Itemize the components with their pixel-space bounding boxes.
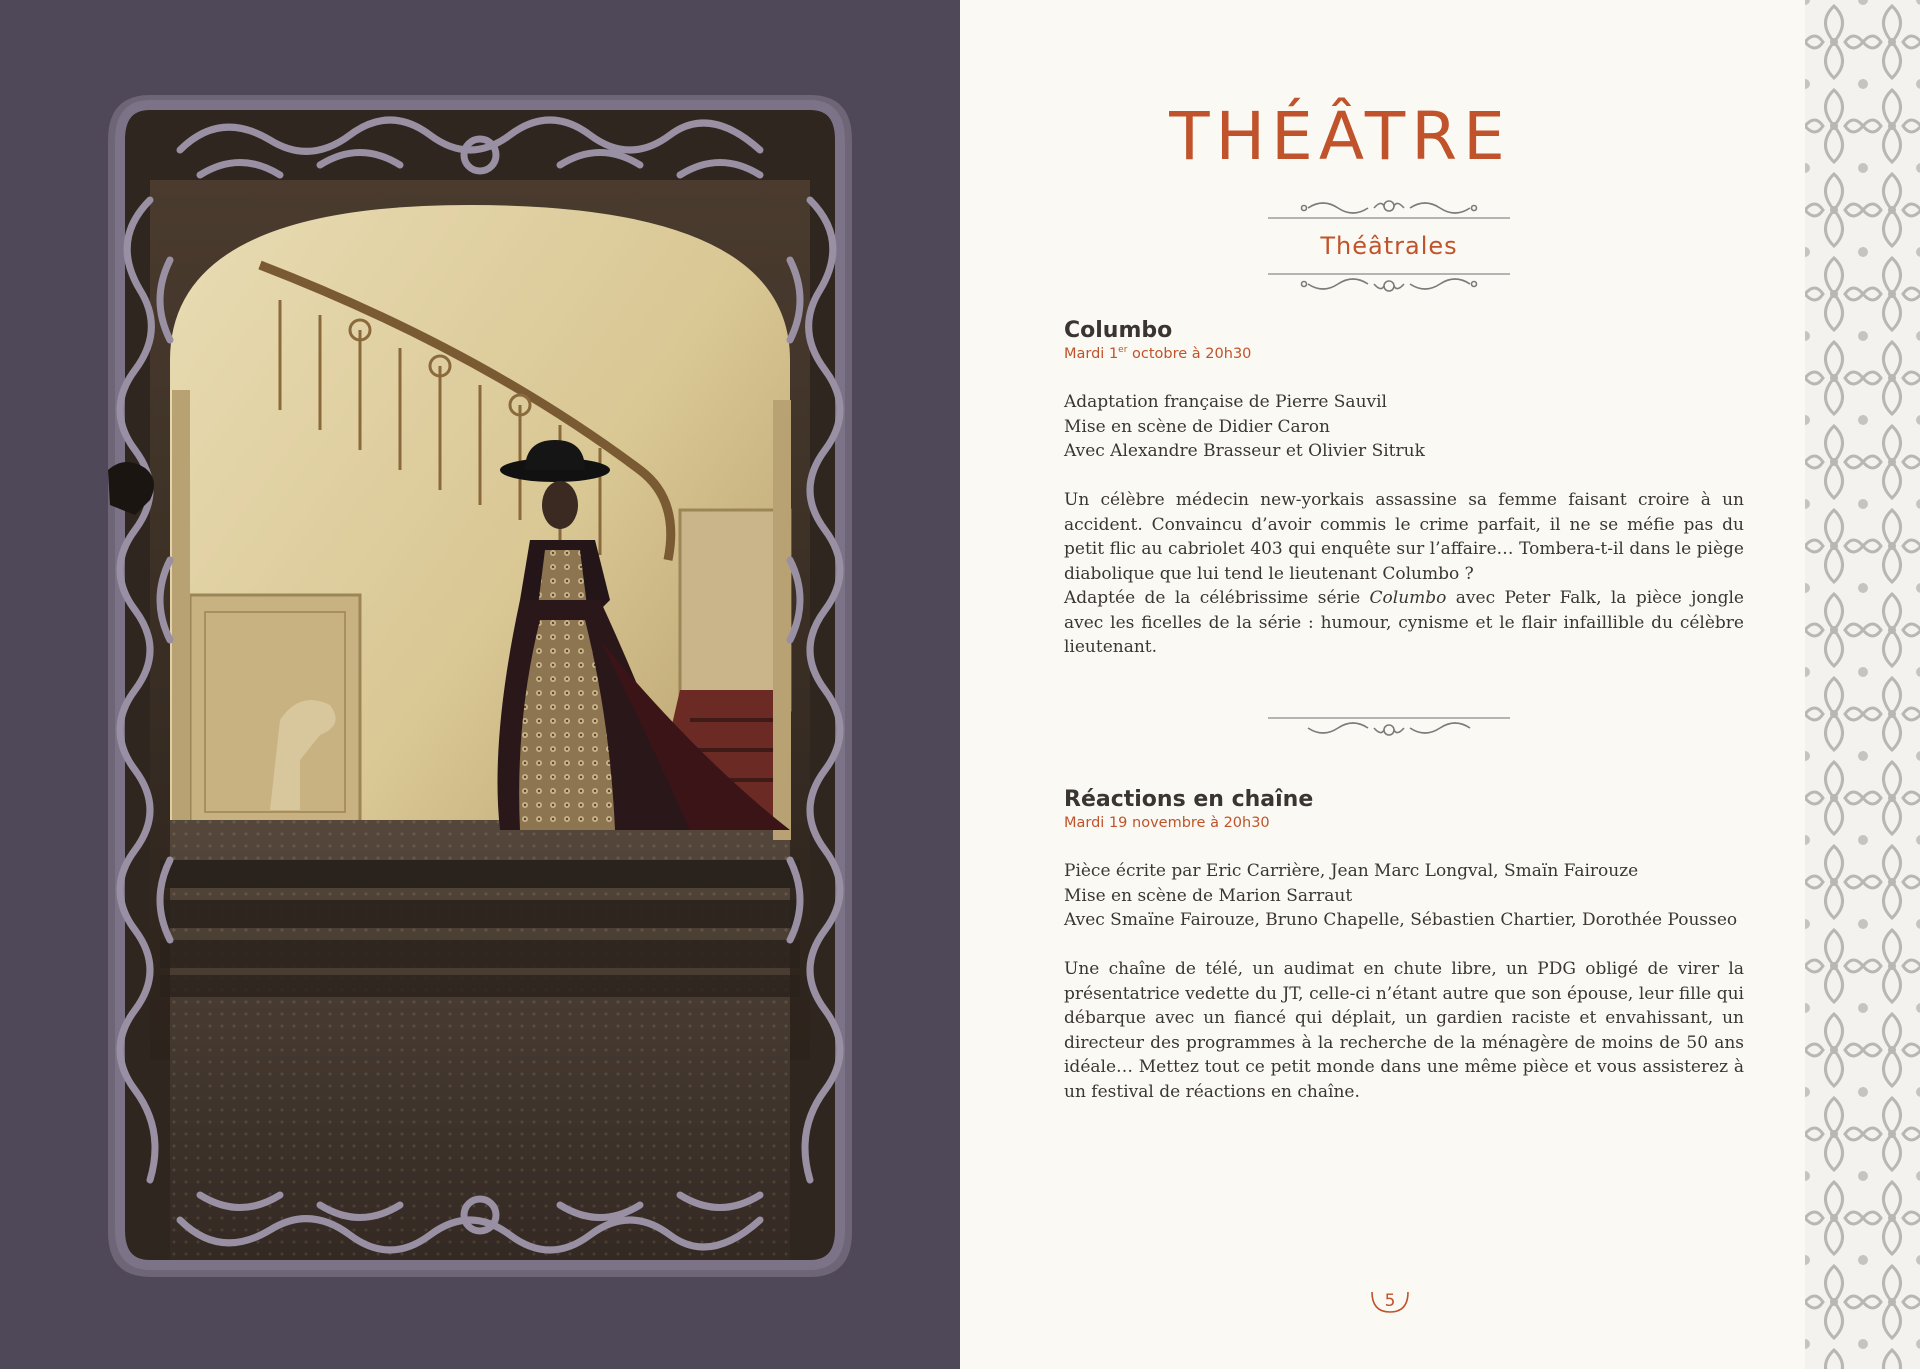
credit-line: Avec Smaïne Fairouze, Bruno Chapelle, Sébastien Chartier, Dorothée Pousseo	[1064, 910, 1738, 930]
right-page	[960, 0, 1920, 1369]
show-credits	[1064, 859, 1744, 933]
credit-line: Mise en scène de Didier Caron	[1064, 416, 1330, 437]
credit-line: Pièce écrite par Eric Carrière, Jean Marc Longval, Smaïn Fairouze	[1064, 861, 1639, 881]
show-synopsis: Une chaîne de télé, un audimat en chute libre, un PDG obligé de virer la présentatrice vedette du JT, celle-ci n’étant autre que son épouse, leur fille qui débarque avec un fiancé qui déplait, un gardien raciste et envahissant, un directeur des programmes à la recherche de la ménagère de moins de 50 ans idéale… Mettez tout ce petit monde dans une même pièce et vous assisterez à un festival de réactions en chaîne.	[1064, 959, 1744, 1102]
show-synopsis: Un célèbre médecin new-yorkais assassine sa femme faisant croire à un accident. Convaincu d’avoir commis le crime parfait, il ne se méfie pas du petit flic au cabriolet 403 qui enquête sur l’affaire… Tombera-t-il dans le piège diabolique que lui tend le lieutenant Columbo ? Adaptée de la célébrissime série Columbo avec Peter Falk, la pièce jongle avec les ficelles de la série : humour, cynisme et le flair infaillible du célèbre lieutenant.	[1064, 490, 1744, 657]
credit-line: Adaptation française de Pierre Sauvil	[1064, 392, 1387, 412]
credit-line: Mise en scène de Marion Sarraut	[1064, 885, 1353, 906]
scroll-divider-ornament-icon	[1268, 714, 1510, 740]
section-title: Théâtrales	[1320, 232, 1458, 260]
show-title: Réactions en chaîne	[1064, 787, 1314, 812]
section-header	[1268, 196, 1510, 296]
show-date: Mardi 19 novembre à 20h30	[1064, 815, 1270, 831]
page-title: THÉÂTRE	[1169, 98, 1511, 176]
show-date: Mardi 1er octobre à 20h30	[1064, 345, 1252, 362]
credit-line: Avec Alexandre Brasseur et Olivier Sitruk	[1064, 441, 1425, 461]
damask-pattern-icon	[1805, 0, 1920, 1369]
page-number: 5	[1384, 1291, 1396, 1311]
show-credits	[1064, 390, 1744, 464]
show-title: Columbo	[1064, 318, 1173, 343]
show-columbo	[1064, 318, 1744, 660]
scroll-divider-ornament-icon	[1268, 196, 1510, 222]
scroll-divider-ornament-icon	[1268, 270, 1510, 296]
show-reactions-en-chaine	[1064, 787, 1744, 1104]
